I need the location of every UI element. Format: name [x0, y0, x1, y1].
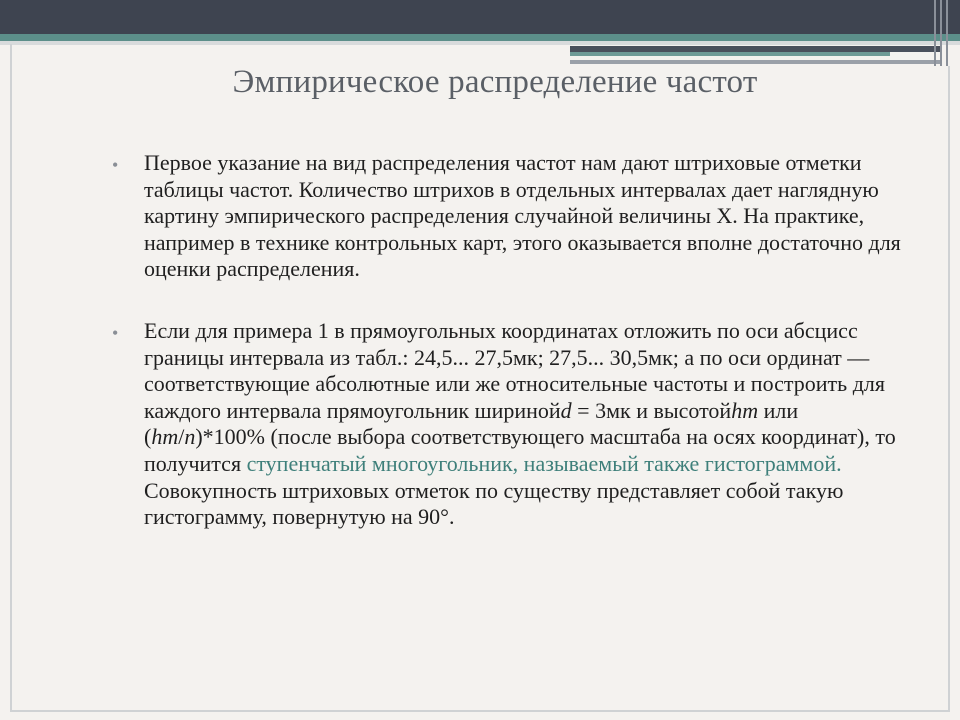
- bullet-item-second: [112, 318, 902, 531]
- bullet-text-part: Совокупность штриховых отметок по существу представляет собой такую гистограмму, повернутую на 90°.: [144, 477, 844, 530]
- math-variable-d: d: [560, 397, 572, 423]
- bullet-text-part: или (: [144, 397, 799, 450]
- highlighted-term: ступенчатый многоугольник, называемый также гистограммой.: [246, 450, 842, 476]
- bullet-text-part: )*100% (после выбора соответствующего масштаба на осях координат), то получится: [144, 424, 896, 476]
- bullet-text: Первое указание на вид распределения частот нам дают штриховые отметки таблицы частот. Количество штрихов в отдельных интервалах дает наглядную картину эмпирического распределения случайной величины X. На практике, например в технике контрольных карт, этого оказывается вполне достаточно для оценки распределения.: [144, 150, 901, 282]
- frame-bottom-line: [10, 710, 950, 712]
- bullet-icon: •: [112, 155, 119, 175]
- slide-title: Эмпирическое распределение частот: [232, 64, 758, 100]
- frame-right-line: [948, 66, 950, 712]
- corner-decor-lines: [934, 0, 950, 66]
- frame-left-line: [10, 44, 12, 712]
- math-variable-hm: hm: [731, 397, 759, 423]
- bullet-item-first: [112, 150, 902, 283]
- bullet-text-part: = 3мк и высотой: [571, 397, 732, 423]
- header-decor-teal-stripe: [570, 52, 890, 56]
- math-variable-n: n: [184, 424, 196, 450]
- top-banner: [0, 0, 960, 34]
- bullet-icon: •: [112, 322, 119, 343]
- bullet-text-part: Если для примера 1 в прямоугольных координатах отложить по оси абсцисс границы интервала из табл.: 24,5... 27,5мк; 27,5... 30,5мк; а по оси ординат — соответствующие абсолютные или же относительные частоты и построить для каждого интервала прямоугольник шириной: [144, 317, 885, 423]
- slide-content: [112, 150, 902, 566]
- top-shade-stripe: [0, 41, 960, 45]
- math-variable-hm: hm: [151, 424, 179, 450]
- math-slash: /: [178, 424, 185, 450]
- top-accent-stripe: [0, 34, 960, 41]
